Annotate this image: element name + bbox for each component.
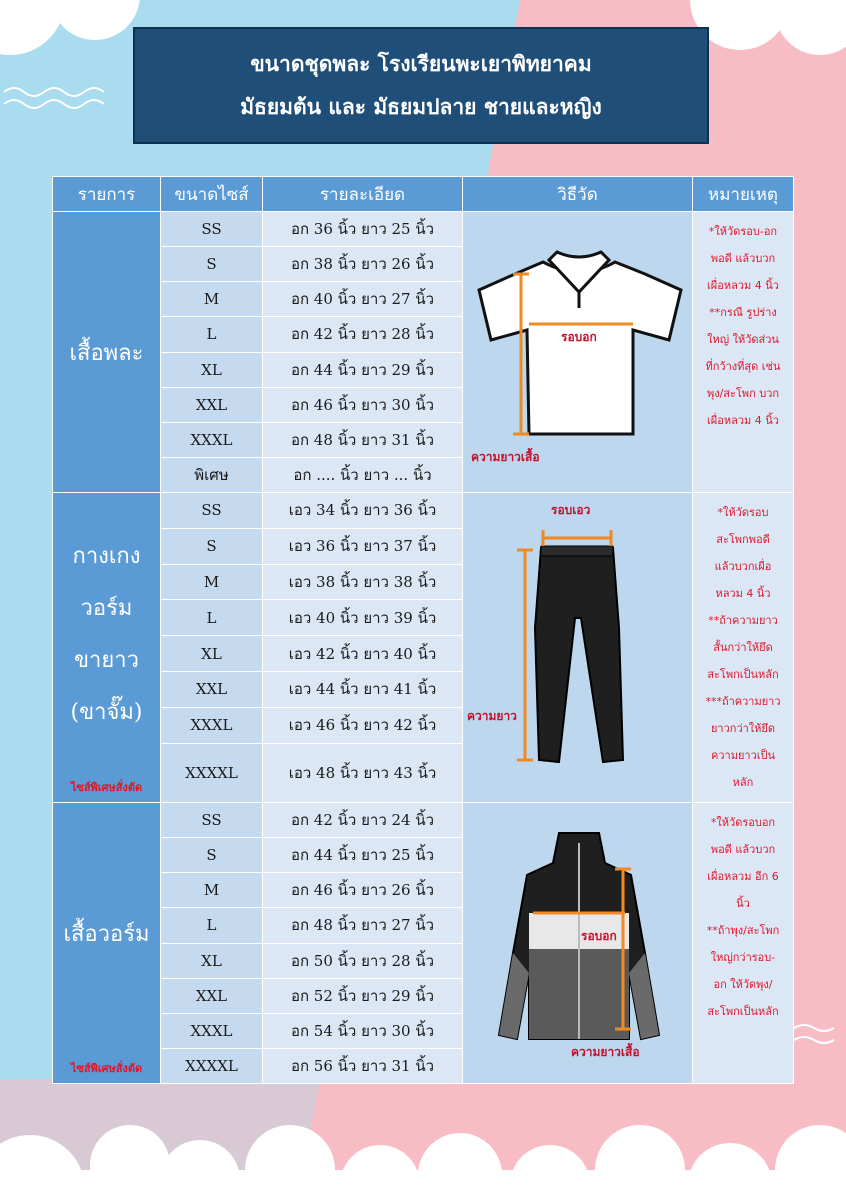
table-row: L อก 42 นิ้ว ยาว 28 นิ้ว bbox=[53, 317, 794, 352]
table-row: M เอว 38 นิ้ว ยาว 38 นิ้ว bbox=[53, 564, 794, 600]
table-header-row bbox=[53, 177, 794, 212]
measure-label-length: ความยาวเสื้อ bbox=[571, 1045, 640, 1059]
table-row: S อก 44 นิ้ว ยาว 25 นิ้ว bbox=[53, 838, 794, 873]
table-row: เสื้อวอร์ม ไซส์พิเศษสั่งตัด SS อก 42 นิ้ว ยาว 24 นิ้ว รอบอก ความยาวเสื้อ *ให้วัดรอบอก พอดี แล้วบวก เผื่อหลวม อีก 6 นิ้ว **ถ้าพุง/สะโพก ใหญ่กว่ารอบ- อก ให้วัดพุง/ สะโพกเป็นหลัก bbox=[53, 803, 794, 838]
table-row: XL อก 44 นิ้ว ยาว 29 นิ้ว bbox=[53, 352, 794, 387]
detail-cell: อก 36 นิ้ว ยาว 25 นิ้ว bbox=[263, 212, 463, 247]
table-row: XXL อก 52 นิ้ว ยาว 29 นิ้ว bbox=[53, 978, 794, 1013]
table-row: XXXL อก 54 นิ้ว ยาว 30 นิ้ว bbox=[53, 1013, 794, 1048]
header-detail: รายละเอียด bbox=[263, 177, 463, 212]
header-method: วิธีวัด bbox=[463, 177, 693, 212]
table-row: พิเศษ อก .... นิ้ว ยาว ... นิ้ว bbox=[53, 457, 794, 492]
special-order-label: ไซส์พิเศษสั่งตัด bbox=[70, 781, 143, 794]
category-track-jacket: เสื้อวอร์ม ไซส์พิเศษสั่งตัด bbox=[53, 803, 161, 1084]
header-note: หมายเหตุ bbox=[693, 177, 794, 212]
table-row bbox=[53, 212, 794, 247]
measure-label-chest: รอบอก bbox=[581, 929, 617, 943]
measure-label-chest: รอบอก bbox=[561, 330, 597, 344]
note-pe-shirt: *ให้วัดรอบ-อก พอดี แล้วบวก เผื่อหลวม 4 นิ้ว **กรณี รูปร่าง ใหญ่ ให้วัดส่วน ที่กว้างที่สุด เช่น พุง/สะโพก บวก เผื่อหลวม 4 นิ้ว bbox=[693, 212, 794, 493]
track-pants-icon bbox=[463, 498, 692, 798]
page-title-box bbox=[133, 27, 709, 144]
track-jacket-icon bbox=[463, 803, 692, 1083]
table-row: XXL เอว 44 นิ้ว ยาว 41 นิ้ว bbox=[53, 671, 794, 707]
category-pe-shirt: เสื้อพละ bbox=[53, 212, 161, 493]
table-row: XL เอว 42 นิ้ว ยาว 40 นิ้ว bbox=[53, 636, 794, 672]
special-order-label: ไซส์พิเศษสั่งตัด bbox=[70, 1062, 143, 1075]
category-track-pants: กางเกง วอร์ม ขายาว (ขาจั๊ม) ไซส์พิเศษสั่งตัด bbox=[53, 493, 161, 803]
measure-image-track-pants bbox=[463, 493, 693, 803]
page-title: ขนาดชุดพละ โรงเรียนพะเยาพิทยาคม bbox=[250, 51, 592, 76]
table-row: XXXXL เอว 48 นิ้ว ยาว 43 นิ้ว bbox=[53, 743, 794, 802]
table-row: S อก 38 นิ้ว ยาว 26 นิ้ว bbox=[53, 247, 794, 282]
measure-image-pe-shirt bbox=[463, 212, 693, 493]
measure-label-length: ความยาว bbox=[467, 709, 517, 723]
table-row: M อก 46 นิ้ว ยาว 26 นิ้ว bbox=[53, 873, 794, 908]
table-row: XXXL อก 48 นิ้ว ยาว 31 นิ้ว bbox=[53, 422, 794, 457]
header-item: รายการ bbox=[53, 177, 161, 212]
header-size: ขนาดไซส์ bbox=[161, 177, 263, 212]
table-row: XXXL เอว 46 นิ้ว ยาว 42 นิ้ว bbox=[53, 707, 794, 743]
table-row: XL อก 50 นิ้ว ยาว 28 นิ้ว bbox=[53, 943, 794, 978]
size-table bbox=[52, 176, 794, 1084]
table-row: XXXXL อก 56 นิ้ว ยาว 31 นิ้ว bbox=[53, 1048, 794, 1083]
page-subtitle: มัธยมต้น และ มัธยมปลาย ชายและหญิง bbox=[240, 94, 602, 119]
table-row: S เอว 36 นิ้ว ยาว 37 นิ้ว bbox=[53, 528, 794, 564]
measure-label-waist: รอบเอว bbox=[551, 503, 591, 517]
measure-image-track-jacket bbox=[463, 803, 693, 1084]
table-row: L เอว 40 นิ้ว ยาว 39 นิ้ว bbox=[53, 600, 794, 636]
table-row: L อก 48 นิ้ว ยาว 27 นิ้ว bbox=[53, 908, 794, 943]
note-track-pants: *ให้วัดรอบ สะโพกพอดี แล้วบวกเผื่อ หลวม 4 นิ้ว **ถ้าความยาว สั้นกว่าให้ยึด สะโพกเป็นหลัก ***ถ้าความยาว ยาวกว่าให้ยึด ความยาวเป็น หลัก bbox=[693, 493, 794, 803]
table-row: กางเกง วอร์ม ขายาว (ขาจั๊ม) ไซส์พิเศษสั่งตัด SS เอว 34 นิ้ว ยาว 36 นิ้ว รอบเอว ความยาว *ให้วัดรอบ สะโพกพอดี แล้วบวกเผื่อ หลวม 4 นิ้ว **ถ้าความยาว สั้นกว่าให้ยึด สะโพกเป็นหลัก ***ถ้าความยาว ยาวกว่าให้ยึด ความยาวเป็น หลัก bbox=[53, 493, 794, 529]
measure-label-length: ความยาวเสื้อ bbox=[471, 450, 540, 464]
size-cell: SS bbox=[161, 212, 263, 247]
table-row: M อก 40 นิ้ว ยาว 27 นิ้ว bbox=[53, 282, 794, 317]
table-row: XXL อก 46 นิ้ว ยาว 30 นิ้ว bbox=[53, 387, 794, 422]
note-track-jacket: *ให้วัดรอบอก พอดี แล้วบวก เผื่อหลวม อีก 6 นิ้ว **ถ้าพุง/สะโพก ใหญ่กว่ารอบ- อก ให้วัดพุง/ สะโพกเป็นหลัก bbox=[693, 803, 794, 1084]
